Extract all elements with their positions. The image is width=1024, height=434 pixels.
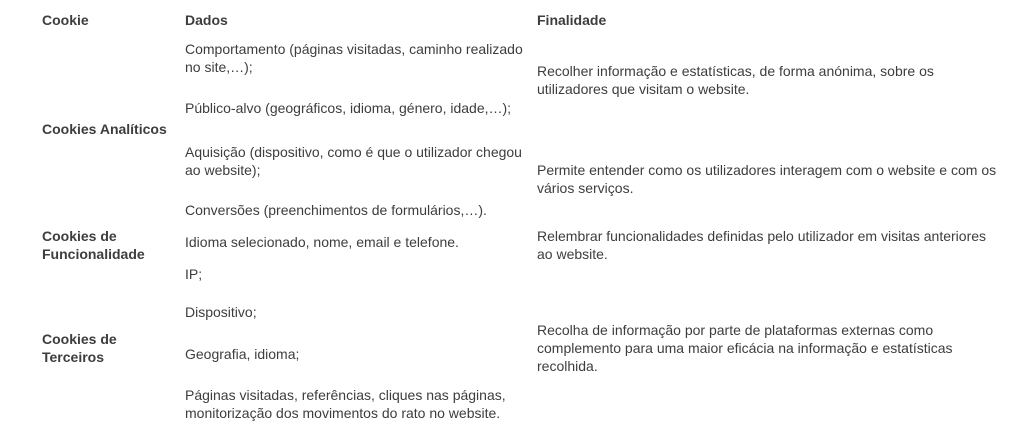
finalidade-relembrar-funcionalidades: Relembrar funcionalidades definidas pelo utilizador em visitas anteriores ao website. (537, 227, 987, 262)
dados-cell (185, 291, 537, 333)
finalidade-cell (537, 228, 1024, 291)
finalidade-cell (537, 130, 1024, 228)
dados-item-aquisicao: Aquisição (dispositivo, como é que o utilizador chegou ao website); (185, 144, 522, 178)
dados-cell (185, 192, 537, 228)
dados-item-publico-alvo: Público-alvo (geográficos, idioma, género, idade,…); (185, 99, 512, 116)
dados-cell (185, 333, 537, 374)
dados-item-ip: IP; (185, 265, 203, 282)
finalidade-cell (537, 30, 1024, 130)
dados-item-comportamento: Comportamento (páginas visitadas, caminho realizado no site,…); (185, 40, 523, 75)
dados-cell (185, 130, 537, 192)
table-row (42, 130, 1024, 192)
finalidade-recolher-informacao: Recolher informação e estatísticas, de forma anónima, sobre os utilizadores que visitam o website. (537, 63, 934, 97)
finalidade-permite-entender: Permite entender como os utilizadores interagem com o website e com os vários serviços. (537, 162, 997, 196)
dados-cell (185, 85, 537, 130)
table-row (42, 30, 1024, 85)
dados-cell (185, 30, 537, 85)
dados-cell (185, 256, 537, 291)
cookie-type-label: Cookies de Funcionalidade (42, 227, 145, 262)
table-header (42, 0, 1024, 30)
dados-item-geografia-idioma: Geografia, idioma; (185, 345, 300, 362)
finalidade-cell (537, 291, 1024, 434)
dados-item-dispositivo: Dispositivo; (185, 304, 257, 320)
table-header-row (42, 0, 1024, 30)
column-header-cookie: Cookie (42, 12, 89, 28)
column-header-finalidade: Finalidade (537, 12, 607, 28)
cookie-type-label: Cookies de Terceiros (42, 330, 117, 365)
cookie-type-terceiros (42, 291, 185, 434)
row-group-cookies-funcionalidade (42, 228, 1024, 291)
dados-item-idioma-selecionado: Idioma selecionado, nome, email e telefone. (185, 234, 459, 250)
cookie-type-analiticos (42, 30, 185, 228)
row-group-cookies-terceiros (42, 291, 1024, 434)
table-row (42, 228, 1024, 256)
table-row (42, 291, 1024, 333)
dados-item-conversoes: Conversões (preenchimentos de formulários,…). (185, 202, 487, 218)
dados-cell (185, 228, 537, 256)
dados-cell (185, 374, 537, 434)
cookies-table (42, 0, 1024, 434)
cookie-type-label: Cookies Analíticos (42, 121, 167, 137)
finalidade-recolha-informacao-externa: Recolha de informação por parte de plataformas externas como complemento para uma maior eficácia na informação e estatísticas recolhida. (537, 321, 953, 374)
cookie-type-funcionalidade (42, 228, 185, 291)
column-header-dados: Dados (185, 12, 228, 28)
row-group-cookies-analiticos (42, 30, 1024, 228)
dados-item-paginas-visitadas: Páginas visitadas, referências, cliques nas páginas, monitorização dos movimentos do rato no website. (185, 387, 506, 421)
